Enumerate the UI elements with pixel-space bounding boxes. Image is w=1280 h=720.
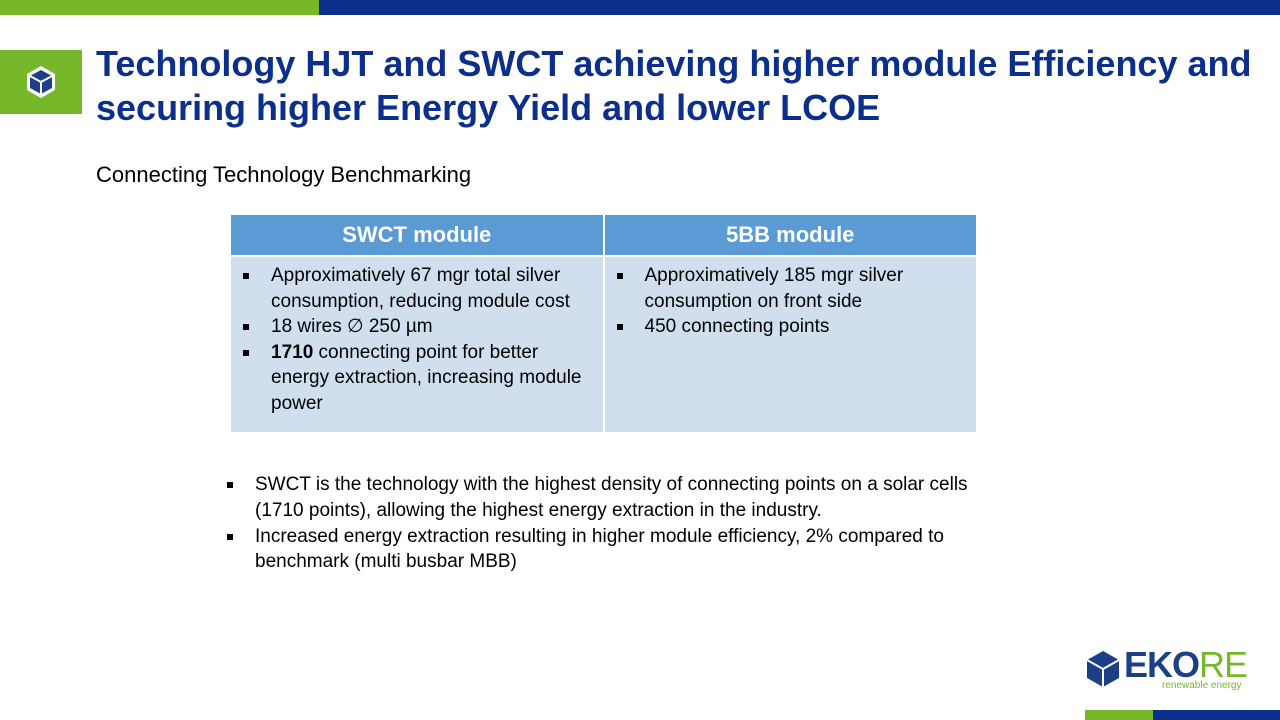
benchmark-table bbox=[229, 213, 978, 434]
list-item: 18 wires ∅ 250 µm bbox=[241, 314, 593, 340]
table-row bbox=[230, 256, 977, 433]
list-item: SWCT is the technology with the highest density of connecting points on a solar cells (1710 points), allowing the highest energy extraction in the industry. bbox=[225, 472, 985, 524]
logo-tagline: renewable energy bbox=[1162, 680, 1242, 691]
bottom-bar-blue bbox=[1153, 710, 1280, 720]
swct-list bbox=[241, 263, 593, 416]
list-item: Approximatively 67 mgr total silver consumption, reducing module cost bbox=[241, 263, 593, 314]
5bb-list bbox=[615, 263, 967, 340]
list-item: Increased energy extraction resulting in higher module efficiency, 2% compared to benchmark (multi busbar MBB) bbox=[225, 524, 985, 576]
slide-title: Technology HJT and SWCT achieving higher module Efficiency and securing higher Energy Yield and lower LCOE bbox=[96, 43, 1252, 128]
logo-word-eko: EKO bbox=[1124, 644, 1200, 685]
list-item: Approximatively 185 mgr silver consumption on front side bbox=[615, 263, 967, 314]
logo-wordmark bbox=[1124, 645, 1247, 685]
list-item: 450 connecting points bbox=[615, 314, 967, 340]
cube-icon bbox=[22, 63, 60, 101]
list-item bbox=[241, 340, 593, 417]
slide-subtitle: Connecting Technology Benchmarking bbox=[96, 162, 472, 187]
top-bar-blue bbox=[319, 0, 1280, 15]
top-bar-green bbox=[0, 0, 319, 15]
connecting-points-count: 1710 bbox=[271, 341, 314, 363]
header-5bb-module: 5BB module bbox=[604, 214, 978, 256]
ekore-logo bbox=[1084, 644, 1254, 694]
swct-cell bbox=[230, 256, 604, 433]
bottom-bar-green bbox=[1085, 710, 1153, 720]
logo-word-re: RE bbox=[1199, 644, 1248, 685]
header-swct-module: SWCT module bbox=[230, 214, 604, 256]
table-header-row bbox=[230, 214, 977, 256]
list-item-text: connecting point for better energy extraction, increasing module power bbox=[271, 341, 582, 414]
hexagon-logo-icon bbox=[1084, 650, 1122, 688]
notes-list bbox=[225, 472, 985, 575]
side-logo-tile bbox=[0, 50, 82, 114]
5bb-cell bbox=[604, 256, 978, 433]
